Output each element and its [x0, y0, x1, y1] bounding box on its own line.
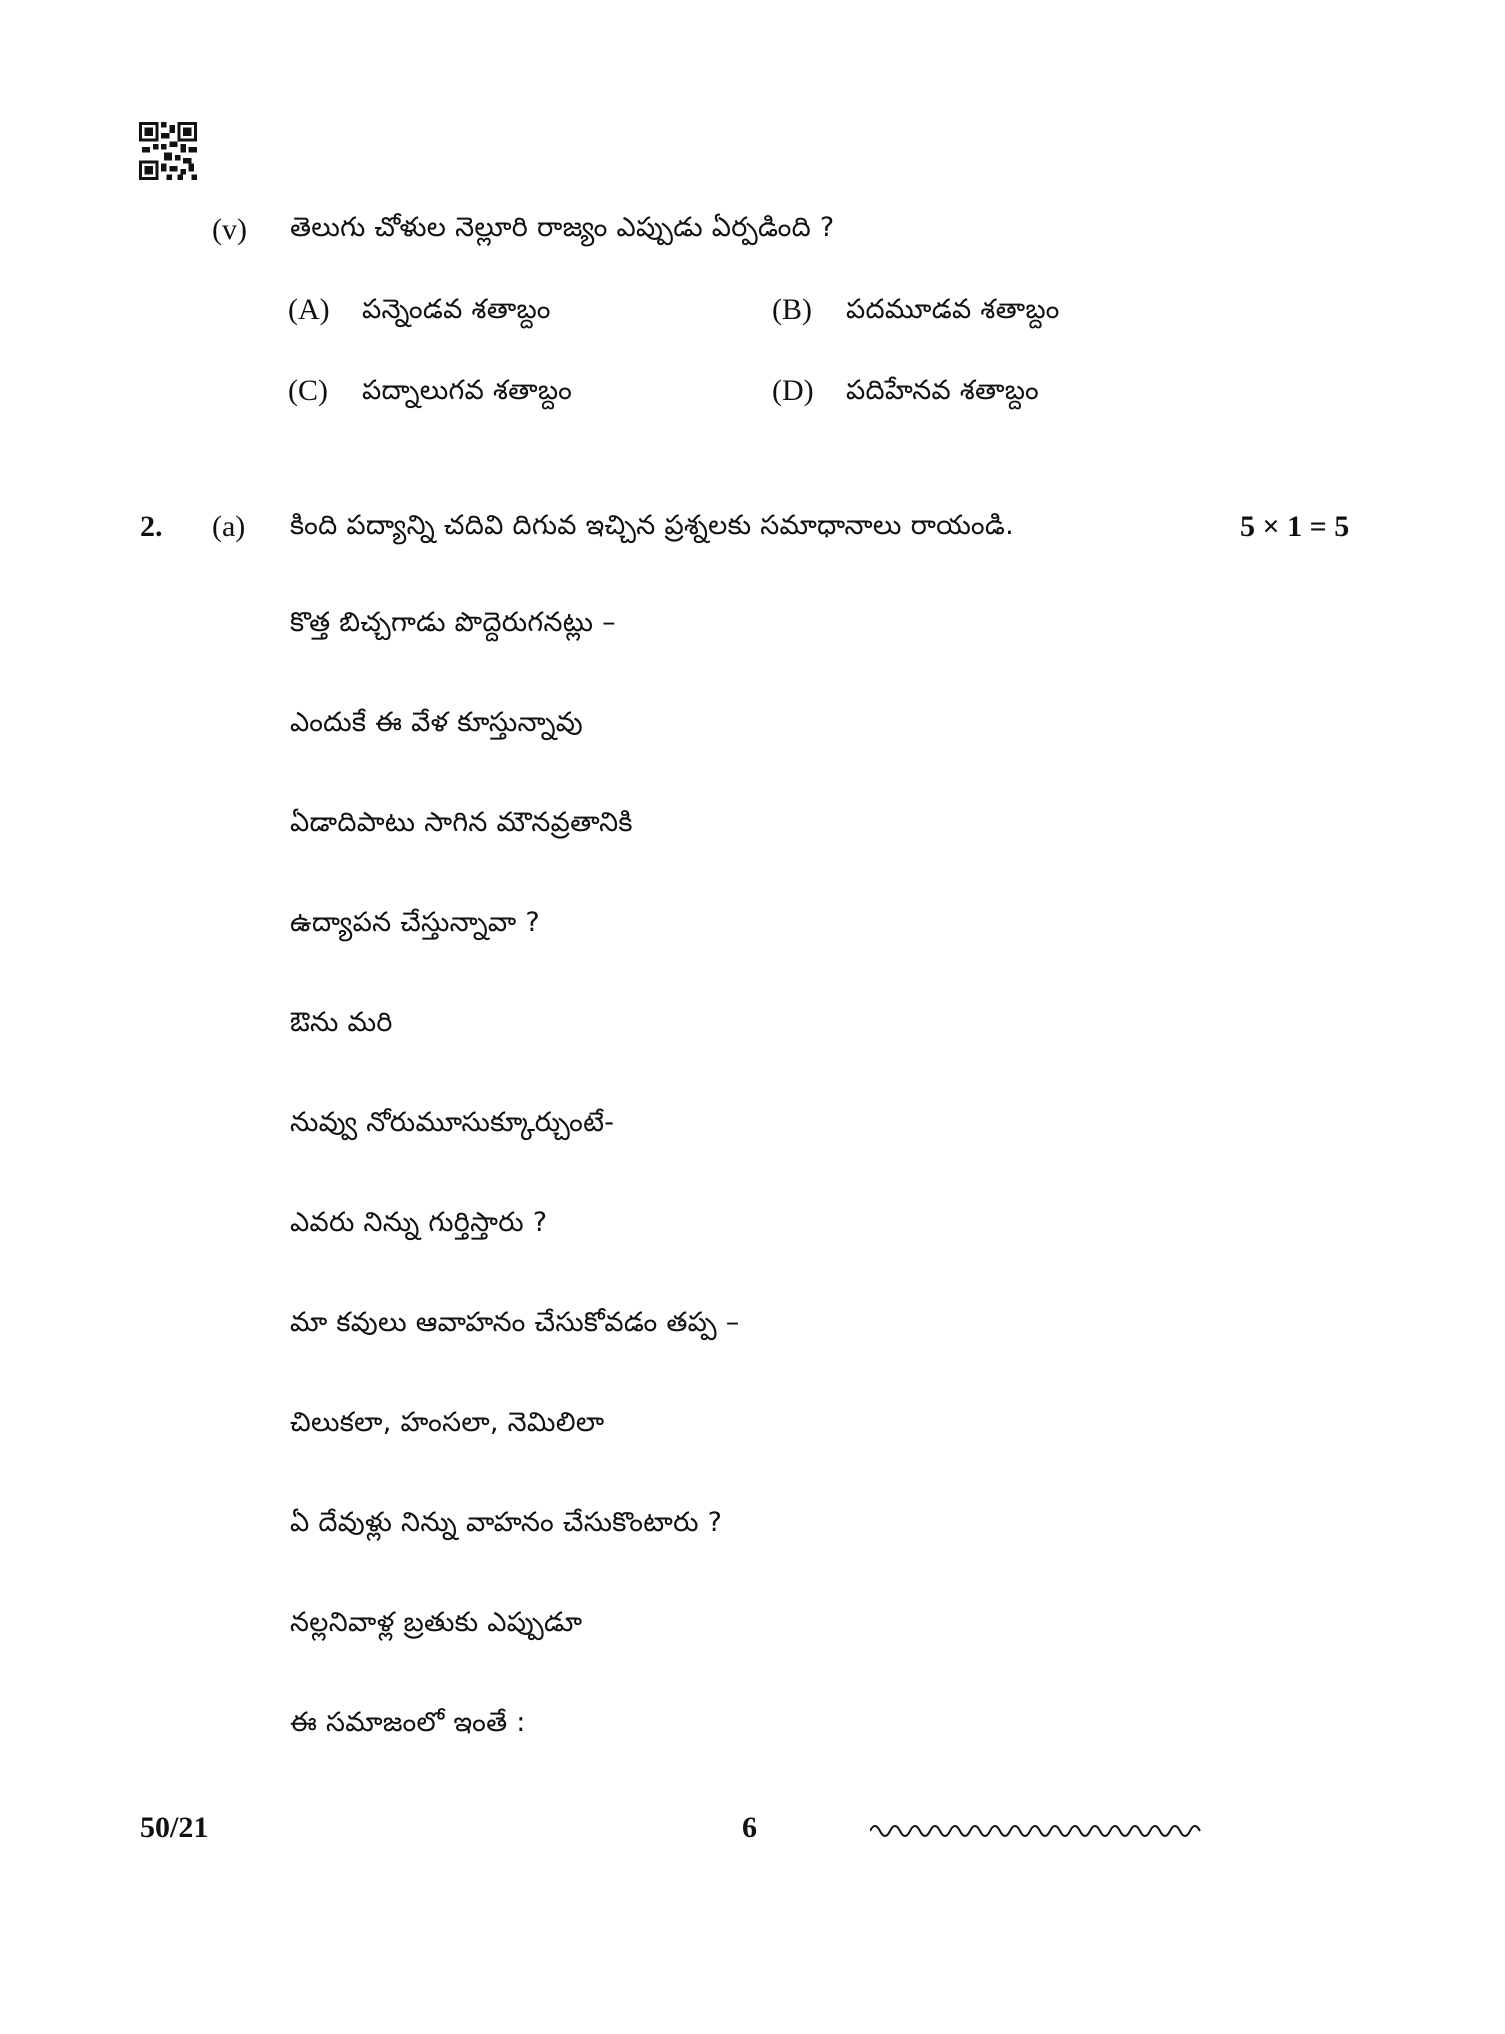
question-text: తెలుగు చోళుల నెల్లూరి రాజ్యం ఎప్పుడు ఏర్పడింది ?	[290, 212, 835, 243]
option-label-d: (D)	[772, 374, 814, 407]
page-number: 6	[742, 1811, 757, 1844]
poem-line: ఏడాదిపాటు సాగిన మౌనవ్రతానికి	[290, 807, 633, 838]
poem-line: ఉద్యాపన చేస్తున్నావా ?	[290, 907, 540, 938]
poem-line: ఈ సమాజంలో ఇంతే :	[290, 1707, 526, 1738]
paper-code: 50/21	[140, 1811, 209, 1844]
poem-line: చిలుకలా, హంసలా, నెమిలిలా	[290, 1407, 605, 1438]
poem-line: ఔను మరి	[290, 1007, 393, 1038]
option-text-b: పదమూడవ శతాబ్దం	[846, 294, 1060, 325]
qr-code-icon	[138, 122, 198, 180]
question-2-number: 2.	[140, 510, 163, 543]
question-2-instruction: కింది పద్యాన్ని చదివి దిగువ ఇచ్చిన ప్రశ్నలకు సమాధానాలు రాయండి.	[290, 510, 1015, 541]
question-number: (v)	[212, 213, 247, 246]
option-text-c: పద్నాలుగవ శతాబ్దం	[362, 375, 573, 406]
option-label-a: (A)	[288, 293, 330, 326]
poem-line: ఏ దేవుళ్లు నిన్ను వాహనం చేసుకొంటారు ?	[290, 1507, 723, 1538]
poem-line: ఎవరు నిన్ను గుర్తిస్తారు ?	[290, 1207, 548, 1238]
option-text-d: పదిహేనవ శతాబ్దం	[846, 375, 1040, 406]
option-label-b: (B)	[772, 293, 812, 326]
marks: 5 × 1 = 5	[1240, 510, 1350, 543]
poem-line: కొత్త బిచ్చగాడు పొద్దెరుగనట్లు –	[290, 607, 616, 638]
question-2-part: (a)	[212, 510, 246, 543]
option-label-c: (C)	[288, 374, 328, 407]
poem-line: ఎందుకే ఈ వేళ కూస్తున్నావు	[290, 707, 583, 738]
option-text-a: పన్నెండవ శతాబ్దం	[362, 294, 551, 325]
poem-line: మా కవులు ఆవాహనం చేసుకోవడం తప్ప –	[290, 1307, 740, 1338]
poem-line: నల్లనివాళ్ల బ్రతుకు ఎప్పుడూ	[290, 1607, 583, 1638]
poem-line: నువ్వు నోరుమూసుక్కూర్చుంటే-	[290, 1107, 615, 1138]
wavy-line-divider	[870, 1817, 1206, 1841]
